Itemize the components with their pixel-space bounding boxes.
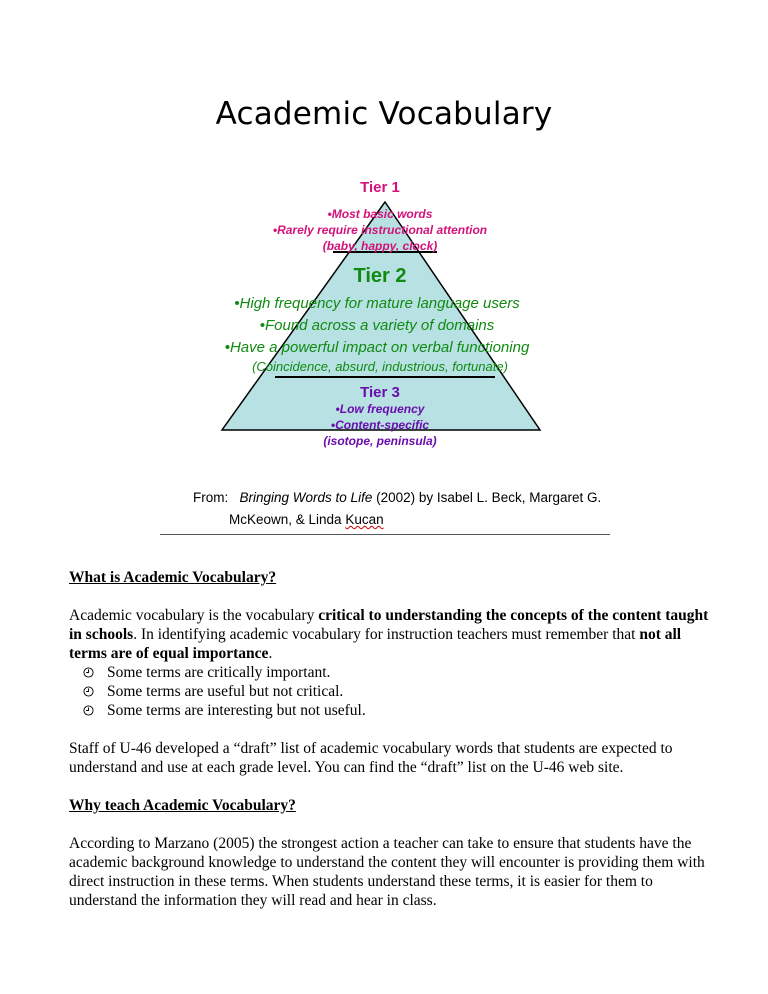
tier1-heading: Tier 1 [360,179,400,196]
tier1-examples: (baby, happy, clock) [322,239,438,253]
tier3-line-1: •Low frequency [335,402,425,416]
tier1-line-1: •Most basic words [327,207,433,221]
para-bold: critical to understanding the concepts of the content taught in schools [69,607,709,643]
page-title: Academic Vocabulary [215,96,553,132]
clock-icon [83,667,94,678]
source-book-title: Bringing Words to Life [239,490,373,505]
clock-icon [83,705,94,716]
paragraph-marzano: According to Marzano (2005) the strongest action a teacher can take to ensure that students have the academic background knowledge to understand the content they will encounter is providing them with direct instruction in these terms. When students understand these terms, it is easier for them to understand the information they will read and hear in class. [69,835,705,909]
section-heading-why: Why teach Academic Vocabulary? [69,797,296,814]
list-item-text: Some terms are interesting but not useful. [107,702,366,719]
tier2-line-3: •Have a powerful impact on verbal functioning [224,339,530,356]
source-authors-2-spell-flag: Kucan [345,512,384,527]
tier2-line-1: •High frequency for mature language users [234,295,520,312]
source-authors-2: McKeown, & Linda [229,512,342,527]
tier3-line-2: •Content-specific [330,418,430,432]
list-item [83,682,709,701]
paragraph-draft-list: Staff of U-46 developed a “draft” list of academic vocabulary words that students are expected to understand and use at each grade level. You can find the “draft” list on the U-46 web site. [69,740,673,776]
para-text: Academic vocabulary is the vocabulary [69,607,315,624]
para-bold: not all terms are of equal importance [69,626,682,662]
section-heading-what: What is Academic Vocabulary? [69,569,277,586]
paragraph-definition [69,606,709,663]
clock-icon [83,686,94,697]
vocabulary-tiers-pyramid [190,172,580,502]
list-item [83,663,709,682]
source-prefix: From: [193,490,229,505]
para-text: . In identifying academic vocabulary for instruction teachers must remember that [133,626,636,643]
list-item [83,701,709,720]
tier2-examples: (Coincidence, absurd, industrious, fortunate) [252,359,508,374]
horizontal-rule [160,534,610,535]
importance-list [69,663,709,720]
tier3-heading: Tier 3 [360,384,400,401]
list-item-text: Some terms are critically important. [107,664,331,681]
source-citation [193,487,633,531]
tier2-line-2: •Found across a variety of domains [259,317,495,334]
tier2-heading: Tier 2 [353,265,407,287]
tier3-examples: (isotope, peninsula) [323,434,437,448]
document-body [69,568,709,910]
source-authors-1: by Isabel L. Beck, Margaret G. [418,490,602,505]
tier1-line-2: •Rarely require instructional attention [272,223,488,237]
para-text: . [268,645,273,662]
list-item-text: Some terms are useful but not critical. [107,683,344,700]
source-year: (2002) [376,490,416,505]
